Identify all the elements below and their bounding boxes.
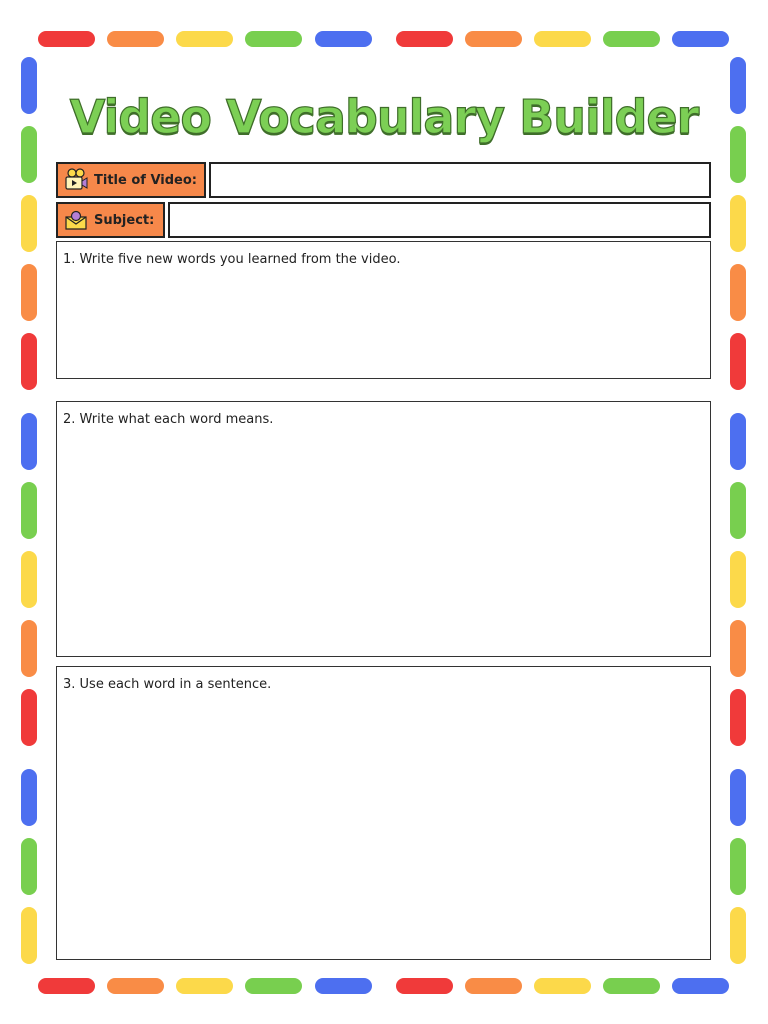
border-dash [21,689,37,746]
title-of-video-field[interactable] [209,162,711,198]
border-dash [730,333,746,390]
border-dash [396,31,453,47]
border-dash [21,126,37,183]
subject-label [56,202,165,238]
prompt-box-2[interactable] [56,401,711,657]
border-dash [21,333,37,390]
border-dash [730,838,746,895]
border-dash [107,978,164,994]
prompt-3-text: 3. Use each word in a sentence. [63,677,272,692]
border-dash [21,195,37,252]
border-dash [245,978,302,994]
border-dash [21,264,37,321]
video-camera-icon [62,166,90,194]
worksheet-title: Video Vocabulary Builder [69,90,699,144]
prompt-2-text: 2. Write what each word means. [63,412,274,427]
border-dash [730,126,746,183]
border-dash [672,978,729,994]
border-dash [21,907,37,964]
border-dash [730,264,746,321]
border-dash [315,978,372,994]
border-dash [396,978,453,994]
border-dash [21,57,37,114]
border-dash [176,31,233,47]
folder-person-icon [62,206,90,234]
border-dash [176,978,233,994]
border-dash [730,907,746,964]
border-dash [21,620,37,677]
border-dash [21,838,37,895]
border-dash [21,551,37,608]
border-dash [38,978,95,994]
border-dash [465,31,522,47]
border-dash [730,195,746,252]
border-dash [730,551,746,608]
prompt-box-3[interactable] [56,666,711,960]
border-dash [21,769,37,826]
title-of-video-label [56,162,206,198]
border-dash [730,482,746,539]
border-dash [245,31,302,47]
border-dash [730,57,746,114]
subject-field[interactable] [168,202,711,238]
border-dash [730,689,746,746]
border-dash [21,482,37,539]
border-dash [603,978,660,994]
border-dash [730,620,746,677]
border-dash [730,769,746,826]
border-dash [672,31,729,47]
subject-label-text: Subject: [94,212,155,228]
border-dash [730,413,746,470]
border-dash [38,31,95,47]
border-dash [534,978,591,994]
prompt-box-1[interactable] [56,241,711,379]
border-dash [315,31,372,47]
border-dash [465,978,522,994]
border-dash [21,413,37,470]
title-of-video-label-text: Title of Video: [94,172,197,188]
border-dash [603,31,660,47]
border-dash [107,31,164,47]
border-dash [534,31,591,47]
prompt-1-text: 1. Write five new words you learned from the video. [63,252,401,267]
